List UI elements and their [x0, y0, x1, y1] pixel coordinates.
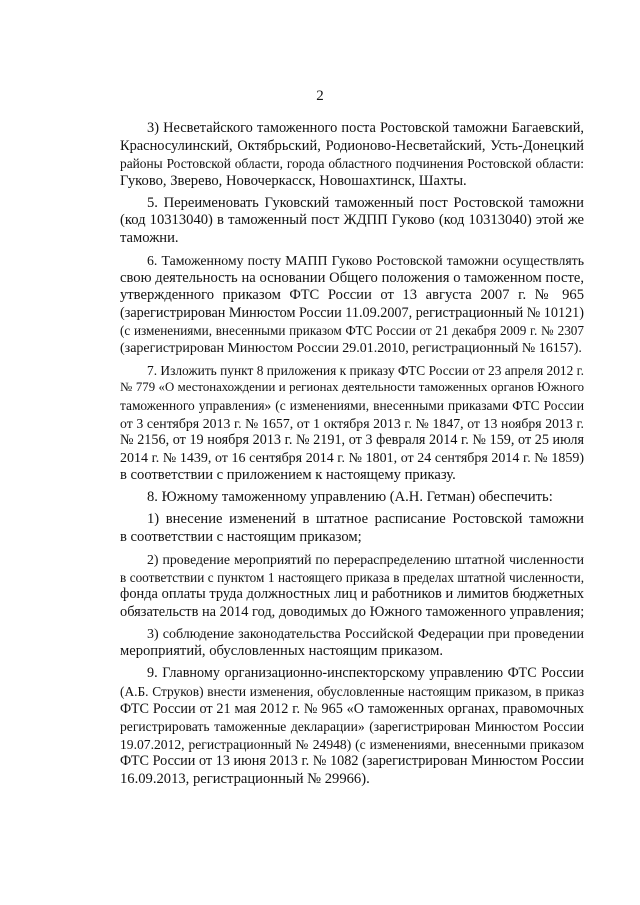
- text-line: № 779 «О местонахождении и регионах деятельности таможенных органов Южного: [120, 380, 584, 395]
- text-line: мероприятий, обусловленных настоящим приказом.: [120, 643, 444, 660]
- text-line: 9. Главному организационно-инспекторскому управлению ФТС России: [147, 665, 584, 682]
- paragraph-item-8-2: [120, 551, 584, 621]
- paragraph-item-8: [120, 489, 584, 507]
- paragraph-item-6: [120, 252, 584, 358]
- paragraph-item-5: [120, 195, 584, 248]
- text-line: регистрировать таможенные декларации» (зарегистрирован Минюстом России: [120, 719, 584, 735]
- text-line: № 2156, от 19 ноября 2013 г. № 2191, от 3 февраля 2014 г. № 159, от 25 июля: [120, 432, 584, 449]
- document-body: [120, 120, 584, 793]
- text-line: обязательств на 2014 год, доводимых до Южного таможенного управления;: [120, 603, 585, 620]
- text-line: ФТС России от 21 мая 2012 г. № 965 «О таможенных органах, правомочных: [120, 700, 584, 717]
- page-number: 2: [316, 88, 324, 104]
- text-line: (зарегистрирован Минюстом России 11.09.2007, регистрационный № 10121): [120, 304, 584, 321]
- text-line: фонда оплаты труда должностных лиц и работников и лимитов бюджетных: [120, 586, 584, 603]
- paragraph-item-9: [120, 665, 584, 788]
- text-line: 5. Переименовать Гуковский таможенный пост Ростовской таможни: [147, 194, 584, 211]
- text-line: утвержденного приказом ФТС России от 13 августа 2007 г. № 965: [120, 287, 584, 304]
- text-line: 2014 г. № 1439, от 16 сентября 2014 г. № 1801, от 24 сентября 2014 г. № 1859): [120, 450, 584, 466]
- paragraph-item-3: [120, 120, 584, 190]
- text-line: 1) внесение изменений в штатное расписание Ростовской таможни: [147, 511, 584, 528]
- text-line: 16.09.2013, регистрационный № 29966).: [120, 770, 370, 787]
- text-line: 19.07.2012, регистрационный № 24948) (с изменениями, внесенными приказом: [120, 736, 584, 752]
- paragraph-item-8-3: [120, 626, 584, 661]
- text-line: районы Ростовской области, города областного подчинения Ростовской области:: [120, 156, 584, 172]
- text-line: в соответствии с пунктом 1 настоящего приказа в пределах штатной численности,: [120, 569, 584, 585]
- text-line: 3) Несветайского таможенного поста Ростовской таможни Багаевский,: [147, 120, 584, 136]
- text-line: Гуково, Зверево, Новочеркасск, Новошахтинск, Шахты.: [120, 172, 467, 189]
- paragraph-item-7: [120, 362, 584, 485]
- text-line: ФТС России от 13 июня 2013 г. № 1082 (зарегистрирован Минюстом России: [120, 753, 584, 770]
- text-line: таможни.: [120, 229, 179, 246]
- text-line: от 3 сентября 2013 г. № 1657, от 1 октября 2013 г. № 1847, от 13 ноября 2013 г.: [120, 415, 584, 431]
- text-line: 8. Южному таможенному управлению (А.Н. Гетман) обеспечить:: [147, 489, 553, 506]
- text-line: (код 10313040) в таможенный пост ЖДПП Гуково (код 10313040) этой же: [120, 212, 584, 229]
- text-line: в соответствии с настоящим приказом;: [120, 529, 362, 546]
- text-line: свою деятельность на основании Общего положения о таможенном посте,: [120, 269, 584, 286]
- text-line: 6. Таможенному посту МАПП Гуково Ростовской таможни осуществлять: [147, 252, 584, 268]
- text-line: 3) соблюдение законодательства Российской Федерации при проведении: [147, 626, 584, 642]
- paragraph-item-8-1: [120, 511, 584, 546]
- text-line: таможенного управления» (с изменениями, внесенными приказами ФТС России: [120, 398, 584, 414]
- text-line: (с изменениями, внесенными приказом ФТС России от 21 декабря 2009 г. № 2307: [120, 323, 584, 339]
- text-line: 2) проведение мероприятий по перераспределению штатной численности: [147, 552, 584, 567]
- text-line: Красносулинский, Октябрьский, Родионово-Несветайский, Усть-Донецкий: [120, 137, 584, 154]
- text-line: (А.Б. Струков) внести изменения, обусловленные настоящим приказом, в приказ: [120, 683, 584, 699]
- text-line: в соответствии с приложением к настоящему приказу.: [120, 467, 456, 484]
- text-line: 7. Изложить пункт 8 приложения к приказу ФТС России от 23 апреля 2012 г.: [147, 362, 584, 378]
- text-line: (зарегистрирован Минюстом России 29.01.2010, регистрационный № 16157).: [120, 340, 582, 356]
